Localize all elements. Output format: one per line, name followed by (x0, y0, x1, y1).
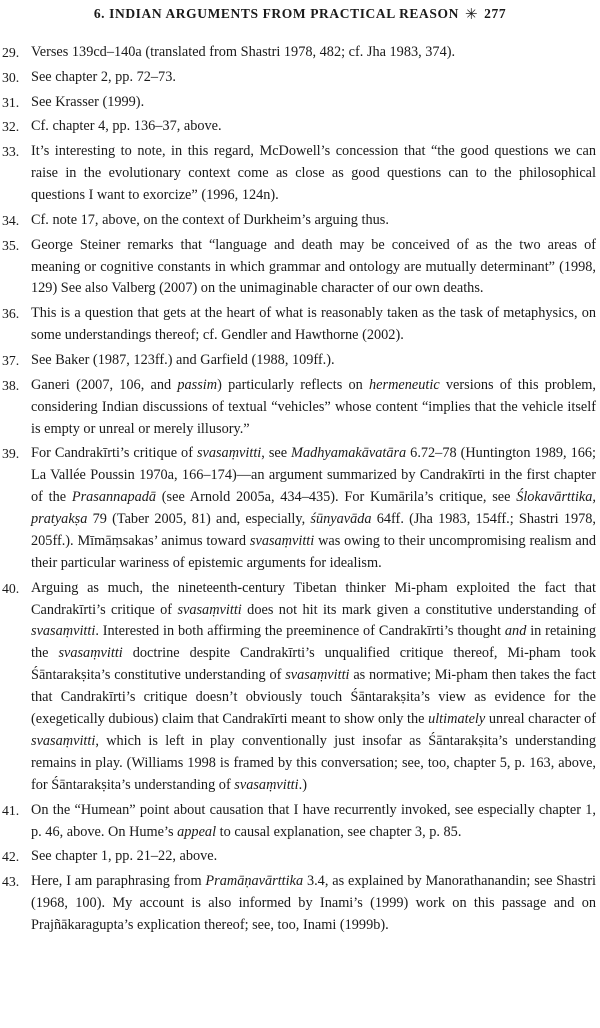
italic-term: svasaṃvitti (196, 445, 262, 462)
endnote-number: 34. (2, 212, 20, 228)
endnote-text (31, 69, 176, 85)
text-run: 64ff. (Jha 1983, 154ff.; Shastri 1978, 205ff.). Mīmāṃsakas’ animus toward (31, 511, 596, 549)
text-run: For Candrakīrti’s critique of (31, 445, 197, 462)
endnote-text (31, 445, 596, 571)
endnote-text (31, 237, 596, 297)
endnote-text (31, 143, 596, 203)
endnote-text (31, 212, 389, 228)
text-run: (see Arnold 2005a, 434–435). For Kumārila’s critique, see (156, 489, 517, 506)
italic-term: Pramāṇavārttika (205, 873, 304, 890)
endnote (0, 800, 600, 844)
italic-term: Prasannapadā (71, 489, 157, 506)
text-run: . Interested in both affirming the preeminence of Candrakīrti’s thought (95, 623, 505, 640)
italic-term: svasaṃvitti (249, 532, 315, 549)
endnote (0, 846, 600, 868)
page-number: 277 (484, 6, 507, 21)
endnote (0, 235, 600, 301)
endnote-text (31, 377, 596, 437)
endnote (0, 443, 600, 574)
running-header (0, 0, 600, 28)
text-run: 3.4, as explained by Manorathanandin; see Shastri (1968, 100). My account is also informed by Inami’s (1999) work on this passage and on Prajñākaragupta’s explication thereof; see, too, Inami (1999b). (31, 873, 597, 933)
text-run: Ganeri (2007, 106, and (31, 376, 178, 393)
endnote (0, 375, 600, 441)
text-run: as normative; Mi-pham then takes the fact that Candrakīrti’s critique doesn’t obviously touch Śāntarakṣita’s view as evidence for the (exegetically dubious) claim that Candrakīrti meant to show only the (31, 667, 596, 728)
endnote-number: 39. (2, 446, 20, 462)
text-run: Cf. chapter 4, pp. 136–37, above. (31, 118, 222, 135)
text-run: doctrine despite Candrakīrti’s unqualified critique thereof, Mi-pham took Śāntarakṣita’s constitutive understanding of (31, 645, 596, 684)
endnote-text (31, 848, 217, 864)
text-run: See Baker (1987, 123ff.) and Garfield (1988, 109ff.). (31, 351, 335, 368)
endnote-text (31, 44, 455, 60)
italic-term: Madhyamakāvatāra (291, 445, 407, 462)
text-run: Arguing as much, the nineteenth-century Tibetan thinker Mi-pham exploited the fact that Candrakīrti’s critique of (31, 579, 596, 618)
endnote-text (31, 873, 596, 933)
text-run: Cf. note 17, above, on the context of Durkheim’s arguing thus. (31, 211, 389, 228)
text-run: ) particularly reflects on (217, 376, 370, 393)
text-run: On the “Humean” point about causation that I have recurrently invoked, see especially chapter 1, p. 46, above. On Hume’s (31, 801, 596, 840)
endnote (0, 303, 600, 347)
text-run: .) (298, 776, 307, 793)
endnote (0, 67, 600, 89)
text-run: was owing to their uncompromising realism and their particular wariness of epistemic arguments for idealism. (31, 532, 597, 571)
text-run: It’s interesting to note, in this regard, McDowell’s concession that “the good questions we can raise in the evolutionary context come as close as good questions can to the philosophical questions I want to exorcize” (1996, 124n). (31, 143, 596, 203)
text-run: See Krasser (1999). (31, 93, 145, 110)
italic-term: passim (177, 376, 218, 393)
endnote (0, 141, 600, 207)
text-run: unreal character of (485, 711, 596, 728)
italic-term: svasaṃvitti (58, 645, 123, 662)
endnote-text (31, 580, 596, 793)
endnote-number: 43. (2, 874, 20, 890)
text-run: This is a question that gets at the heart of what is reasonably taken as the task of metaphysics, on some understandings thereof; cf. Gendler and Hawthorne (2002). (31, 305, 596, 344)
text-run: in retaining the (31, 623, 596, 662)
endnote-number: 29. (2, 45, 20, 60)
endnote-text (31, 94, 144, 110)
italic-term: hermeneutic (369, 376, 440, 393)
endnote-text (31, 305, 596, 343)
text-run: 79 (Taber 2005, 81) and, especially, (87, 511, 311, 528)
italic-term: svasaṃvitti (31, 732, 96, 749)
text-run: to causal explanation, see chapter 3, p. 85. (216, 823, 462, 840)
text-run: See chapter 2, pp. 72–73. (31, 68, 176, 85)
endnote (0, 210, 600, 232)
endnote-number: 42. (2, 849, 20, 865)
italic-term: svasaṃvitti (31, 623, 96, 640)
endnote-number: 37. (2, 352, 20, 368)
endnote-text (31, 352, 335, 368)
text-run: Verses 139cd–140a (translated from Shastri 1978, 482; cf. Jha 1983, 374). (31, 44, 456, 60)
chapter-title: 6. INDIAN ARGUMENTS FROM PRACTICAL REASON (93, 6, 459, 21)
text-run: does not hit its mark given a constitutive understanding of (241, 601, 596, 618)
asterisk-ornament-icon: ✳ (464, 6, 479, 23)
endnote (0, 350, 600, 372)
endnote (0, 578, 600, 797)
italic-term: and (504, 623, 527, 640)
italic-term: svasaṃvitti (177, 601, 242, 618)
text-run: versions of this problem, considering Indian discussions of textual “vehicles” whose content “implies that the vehicle itself is empty or unreal or merely illusory.” (31, 376, 596, 437)
endnote-number: 38. (2, 377, 20, 393)
italic-term: ultimately (428, 711, 486, 728)
endnote-text (31, 802, 596, 840)
italic-term: svasaṃvitti (285, 667, 350, 684)
text-run: 6.72–78 (Huntington 1989, 166; La Vallée Poussin 1970a, 166–174)—an argument summarized by Candrakīrti in the first chapter of the (31, 445, 596, 506)
text-run: See chapter 1, pp. 21–22, above. (31, 848, 218, 865)
text-run: , which is left in play conventionally just insofar as Śāntarakṣita’s understanding remains in play. (Williams 1998 is framed by this conversation; see, too, chapter 5, p. 163, above, for Śāntarakṣita’s understanding of (31, 732, 596, 793)
endnote-number: 30. (2, 69, 20, 85)
endnote (0, 92, 600, 114)
endnotes-list (0, 42, 600, 940)
text-run: , see (261, 445, 292, 462)
italic-term: appeal (177, 823, 217, 840)
italic-term: śūnyavāda (310, 511, 372, 528)
endnote-number: 31. (2, 94, 20, 110)
italic-term: svasaṃvitti (234, 776, 299, 793)
text-run: Here, I am paraphrasing from (31, 873, 206, 890)
endnote-number: 36. (2, 306, 20, 322)
endnote-number: 35. (2, 237, 20, 253)
endnote-number: 41. (2, 802, 20, 818)
text-run: George Steiner remarks that “language and death may be conceived of as the two areas of meaning or cognitive constants in which grammar and ontology are mutually determinant” (1998, 129) See also Valberg (2007) on the unimaginable character of our own deaths. (31, 236, 596, 297)
endnote (0, 42, 600, 64)
italic-term: Ślokavārttika, pratyakṣa (31, 489, 596, 528)
endnote-text (31, 118, 222, 134)
endnote-number: 32. (2, 119, 20, 135)
endnote-number: 40. (2, 580, 20, 596)
endnote (0, 871, 600, 937)
endnote-number: 33. (2, 144, 20, 160)
endnote (0, 116, 600, 138)
